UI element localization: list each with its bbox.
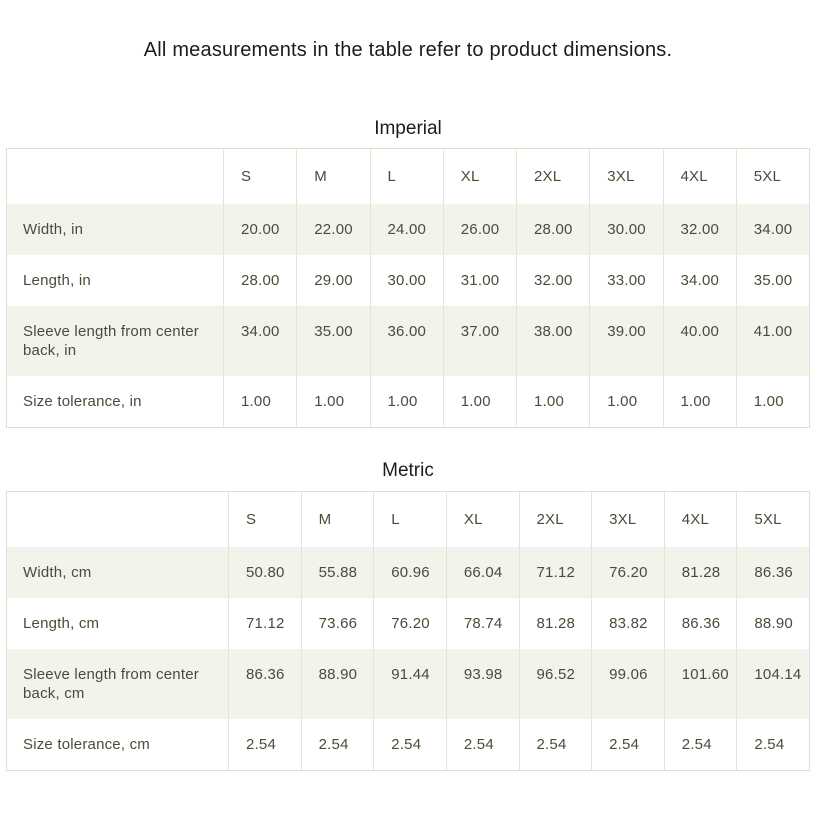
size-column-header: 3XL: [592, 492, 665, 548]
page-title: All measurements in the table refer to product dimensions.: [143, 39, 673, 61]
measurement-value: 22.00: [297, 204, 370, 255]
measurement-value: 2.54: [592, 719, 665, 771]
measurement-label: Size tolerance, in: [23, 393, 142, 410]
measurement-value: 31.00: [443, 255, 516, 306]
measurement-value: 55.88: [301, 547, 374, 598]
measurement-value: 34.00: [663, 255, 736, 306]
measurement-value: 1.00: [224, 376, 297, 428]
measurement-value: 2.54: [446, 719, 519, 771]
measurement-value: 88.90: [737, 598, 810, 649]
measurement-value: 2.54: [519, 719, 592, 771]
measurement-value: 73.66: [301, 598, 374, 649]
measurement-value: 26.00: [443, 204, 516, 255]
imperial-heading: Imperial: [374, 118, 442, 139]
measurement-value: 88.90: [301, 649, 374, 719]
measurement-value: 76.20: [592, 547, 665, 598]
measurement-value: 1.00: [370, 376, 443, 428]
measurement-value: 1.00: [297, 376, 370, 428]
measurement-row: [7, 306, 810, 376]
measurement-value: 32.00: [663, 204, 736, 255]
size-column-header: 5XL: [737, 492, 810, 548]
size-column-header: M: [297, 149, 370, 205]
measurement-value: 60.96: [374, 547, 447, 598]
measurement-value: 1.00: [590, 376, 663, 428]
measurement-label: Length, in: [23, 272, 91, 289]
measurement-value: 93.98: [446, 649, 519, 719]
size-column-header: 3XL: [590, 149, 663, 205]
size-column-header: L: [370, 149, 443, 205]
measurement-label: Sleeve length from center back, cm: [23, 666, 199, 702]
measurement-label: Sleeve length from center back, in: [23, 323, 199, 359]
size-column-header: 5XL: [736, 149, 809, 205]
measurement-row: [7, 719, 810, 771]
measurement-value: 35.00: [736, 255, 809, 306]
measurement-value: 86.36: [229, 649, 302, 719]
size-column-header: M: [301, 492, 374, 548]
measurement-value: 104.14: [737, 649, 810, 719]
measurement-row: [7, 255, 810, 306]
measurement-value: 71.12: [519, 547, 592, 598]
measurement-value: 29.00: [297, 255, 370, 306]
measurement-value: 96.52: [519, 649, 592, 719]
measurement-value: 24.00: [370, 204, 443, 255]
measurement-value: 33.00: [590, 255, 663, 306]
measurement-value: 28.00: [224, 255, 297, 306]
corner-cell: [7, 492, 229, 548]
measurement-value: 101.60: [664, 649, 737, 719]
measurement-row: [7, 204, 810, 255]
measurement-value: 38.00: [517, 306, 590, 376]
size-column-header: 4XL: [664, 492, 737, 548]
size-column-header: XL: [446, 492, 519, 548]
measurement-value: 99.06: [592, 649, 665, 719]
measurement-value: 2.54: [229, 719, 302, 771]
measurement-row: [7, 376, 810, 428]
measurement-value: 30.00: [590, 204, 663, 255]
size-column-header: S: [224, 149, 297, 205]
measurement-value: 2.54: [301, 719, 374, 771]
measurement-value: 86.36: [664, 598, 737, 649]
measurement-value: 86.36: [737, 547, 810, 598]
measurement-value: 37.00: [443, 306, 516, 376]
measurement-value: 81.28: [519, 598, 592, 649]
imperial-section: [6, 117, 810, 428]
measurement-value: 34.00: [736, 204, 809, 255]
measurement-value: 41.00: [736, 306, 809, 376]
size-column-header: L: [374, 492, 447, 548]
measurement-value: 30.00: [370, 255, 443, 306]
measurement-value: 2.54: [737, 719, 810, 771]
measurement-value: 83.82: [592, 598, 665, 649]
corner-cell: [7, 149, 224, 205]
measurement-value: 91.44: [374, 649, 447, 719]
measurement-label: Width, cm: [23, 564, 92, 581]
measurement-value: 50.80: [229, 547, 302, 598]
size-column-header: S: [229, 492, 302, 548]
measurement-value: 81.28: [664, 547, 737, 598]
measurement-value: 76.20: [374, 598, 447, 649]
size-header-row: [7, 492, 810, 548]
measurement-value: 1.00: [736, 376, 809, 428]
measurement-value: 2.54: [664, 719, 737, 771]
metric-size-table: [6, 491, 810, 771]
measurement-label: Size tolerance, cm: [23, 736, 150, 753]
measurement-row: [7, 649, 810, 719]
size-header-row: [7, 149, 810, 205]
measurement-label: Length, cm: [23, 615, 100, 632]
imperial-size-table: [6, 148, 810, 428]
size-column-header: XL: [443, 149, 516, 205]
measurement-value: 39.00: [590, 306, 663, 376]
measurement-row: [7, 598, 810, 649]
metric-heading: Metric: [382, 460, 434, 481]
measurement-value: 34.00: [224, 306, 297, 376]
measurement-label: Width, in: [23, 221, 84, 238]
measurement-value: 1.00: [443, 376, 516, 428]
measurement-row: [7, 547, 810, 598]
measurement-value: 1.00: [663, 376, 736, 428]
measurement-value: 32.00: [517, 255, 590, 306]
size-column-header: 4XL: [663, 149, 736, 205]
size-column-header: 2XL: [517, 149, 590, 205]
measurement-value: 35.00: [297, 306, 370, 376]
size-column-header: 2XL: [519, 492, 592, 548]
measurement-value: 78.74: [446, 598, 519, 649]
measurement-value: 20.00: [224, 204, 297, 255]
measurement-value: 36.00: [370, 306, 443, 376]
measurement-value: 66.04: [446, 547, 519, 598]
metric-section: [6, 459, 810, 771]
measurement-value: 2.54: [374, 719, 447, 771]
measurement-value: 40.00: [663, 306, 736, 376]
measurement-value: 28.00: [517, 204, 590, 255]
measurement-value: 1.00: [517, 376, 590, 428]
measurement-value: 71.12: [229, 598, 302, 649]
